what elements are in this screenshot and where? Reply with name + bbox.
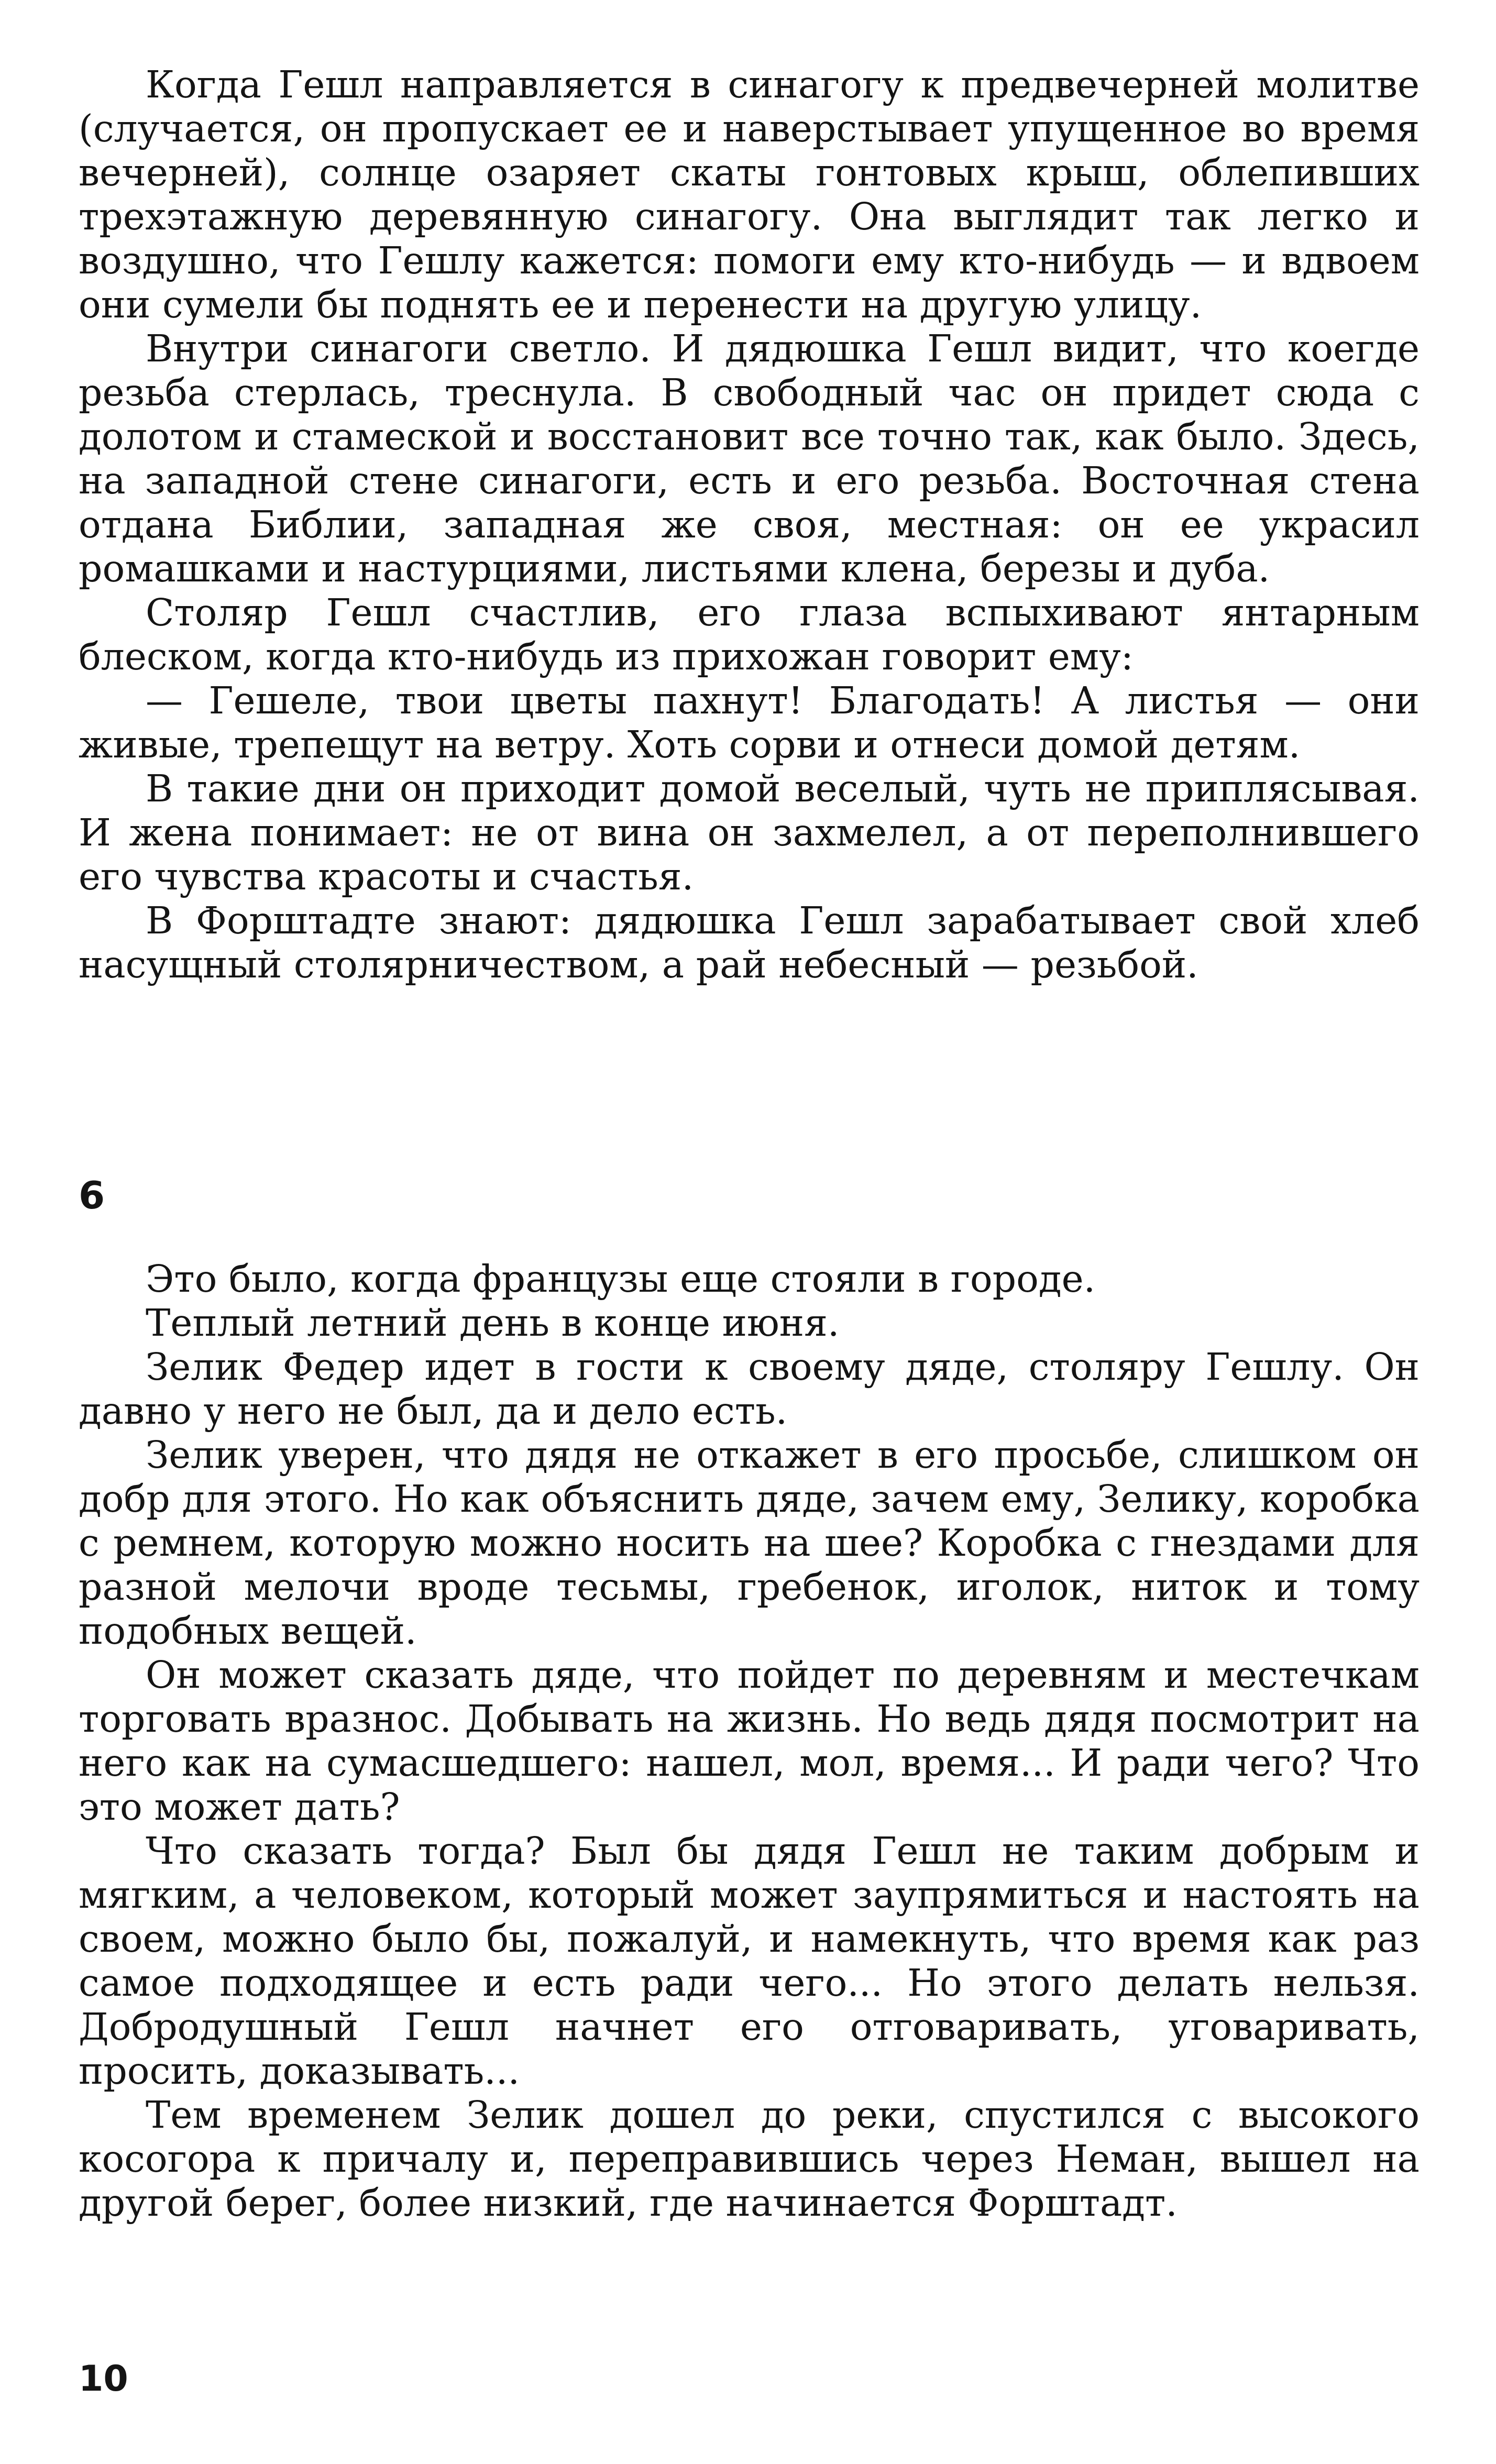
- paragraph: Когда Гешл направляется в синагогу к предвечерней молитве (случается, он пропускает ее и наверстывает упущенное во время вечерней), солнце озаряет скаты гонтовых крыш, облепивших трехэтажную деревянную синагогу. Она выглядит так легко и воздушно, что Гешлу кажется: помоги ему кто-нибудь — и вдвоем они сумели бы поднять ее и перенести на другую улицу.: [79, 63, 1420, 326]
- paragraph: Что сказать тогда? Был бы дядя Гешл не таким добрым и мягким, а человеком, который может заупрямиться и настоять на своем, можно было бы, пожалуй, и намекнуть, что время как раз самое подходящее и есть ради чего... Но этого делать нельзя. Добродушный Гешл начнет его отговаривать, уговаривать, просить, доказывать...: [79, 1829, 1420, 2093]
- paragraph: В такие дни он приходит домой веселый, чуть не приплясывая. И жена понимает: не от вина он захмелел, а от переполнившего его чувства красоты и счастья.: [79, 767, 1420, 898]
- text-block-top: [79, 63, 1420, 987]
- paragraph: Тем временем Зелик дошел до реки, спустился с высокого косогора к причалу и, переправившись через Неман, вышел на другой берег, более низкий, где начинается Форштадт.: [79, 2093, 1420, 2225]
- page-number: 10: [79, 2358, 128, 2400]
- paragraph: Столяр Гешл счастлив, его глаза вспыхивают янтарным блеском, когда кто-нибудь из прихожан говорит ему:: [79, 591, 1420, 678]
- paragraph: Это было, когда французы еще стояли в городе.: [146, 1257, 1096, 1301]
- paragraph: — Гешеле, твои цветы пахнут! Благодать! А листья — они живые, трепещут на ветру. Хоть сорви и отнеси домой детям.: [79, 679, 1420, 766]
- paragraph: В Форштадте знают: дядюшка Гешл зарабатывает свой хлеб насущный столярничеством, а рай небесный — резьбой.: [79, 899, 1420, 986]
- paragraph: Он может сказать дяде, что пойдет по деревням и местечкам торговать вразнос. Добывать на жизнь. Но ведь дядя посмотрит на него как на сумасшедшего: нашел, мол, время... И ради чего? Что это может дать?: [79, 1653, 1420, 1829]
- paragraph: Зелик уверен, что дядя не откажет в его просьбе, слишком он добр для этого. Но как объяснить дяде, зачем ему, Зелику, коробка с ремнем, которую можно носить на шее? Коробка с гнездами для разной мелочи вроде тесьмы, гребенок, иголок, ниток и тому подобных вещей.: [79, 1433, 1420, 1653]
- paragraph: Внутри синагоги светло. И дядюшка Гешл видит, что коегде резьба стерлась, треснула. В свободный час он придет сюда с долотом и стамеской и восстановит все точно так, как было. Здесь, на западной стене синагоги, есть и его резьба. Восточная стена отдана Библии, западная же своя, местная: он ее украсил ромашками и настурциями, листьями клена, березы и дуба.: [79, 327, 1420, 590]
- chapter-number: 6: [79, 1173, 105, 1217]
- text-block-bottom: [79, 1257, 1420, 2225]
- paragraph: Зелик Федер идет в гости к своему дяде, столяру Гешлу. Он давно у него не был, да и дело есть.: [79, 1345, 1420, 1433]
- paragraph: Теплый летний день в конце июня.: [146, 1301, 840, 1345]
